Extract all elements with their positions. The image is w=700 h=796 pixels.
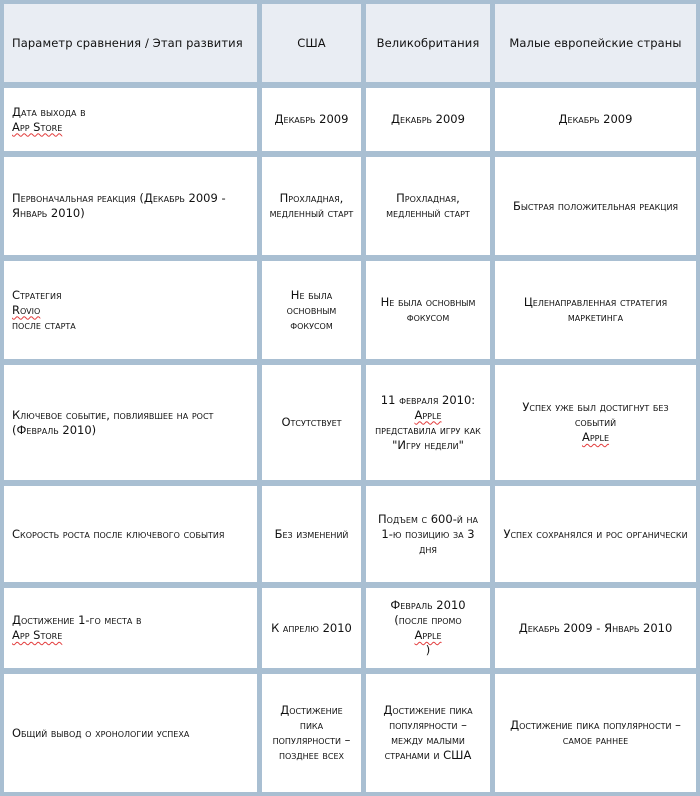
row-initial-reaction-uk: Прохладная, медленный старт (366, 157, 490, 255)
row-key-event-eu: Успех уже был достигнут без событий Apple (495, 365, 696, 480)
row-conclusion-uk: Достижение пика популярности – между малыми странами и США (366, 674, 490, 792)
header-param: Параметр сравнения / Этап развития (4, 4, 257, 82)
row-release-date-param: Дата выхода в App Store (4, 88, 257, 151)
row-growth-speed-eu: Успех сохранялся и рос органически (495, 486, 696, 582)
row-conclusion-param: Общий вывод о хронологии успеха (4, 674, 257, 792)
row-initial-reaction-usa: Прохладная, медленный старт (262, 157, 361, 255)
row-strategy-eu: Целенаправленная стратегия маркетинга (495, 261, 696, 359)
row-growth-speed-usa: Без изменений (262, 486, 361, 582)
row-key-event-uk: 11 февраля 2010: Apple представила игру как "Игру недели" (366, 365, 490, 480)
header-uk: Великобритания (366, 4, 490, 82)
row-strategy-usa: Не была основным фокусом (262, 261, 361, 359)
row-first-place-param: Достижение 1-го места в App Store (4, 588, 257, 668)
row-strategy-param: Стратегия Rovio после старта (4, 261, 257, 359)
row-conclusion-eu: Достижение пика популярности – самое раннее (495, 674, 696, 792)
row-first-place-usa: К апрелю 2010 (262, 588, 361, 668)
row-key-event-param: Ключевое событие, повлиявшее на рост (Февраль 2010) (4, 365, 257, 480)
row-growth-speed-param: Скорость роста после ключевого события (4, 486, 257, 582)
row-initial-reaction-param: Первоначальная реакция (Декабрь 2009 - Январь 2010) (4, 157, 257, 255)
row-first-place-uk: Февраль 2010 (после промо Apple ) (366, 588, 490, 668)
row-initial-reaction-eu: Быстрая положительная реакция (495, 157, 696, 255)
header-usa: США (262, 4, 361, 82)
row-release-date-eu: Декабрь 2009 (495, 88, 696, 151)
row-conclusion-usa: Достижение пика популярности – позднее всех (262, 674, 361, 792)
row-strategy-uk: Не была основным фокусом (366, 261, 490, 359)
row-key-event-usa: Отсутствует (262, 365, 361, 480)
row-growth-speed-uk: Подъем с 600-й на 1-ю позицию за 3 дня (366, 486, 490, 582)
row-release-date-usa: Декабрь 2009 (262, 88, 361, 151)
row-first-place-eu: Декабрь 2009 - Январь 2010 (495, 588, 696, 668)
row-release-date-uk: Декабрь 2009 (366, 88, 490, 151)
header-eu: Малые европейские страны (495, 4, 696, 82)
